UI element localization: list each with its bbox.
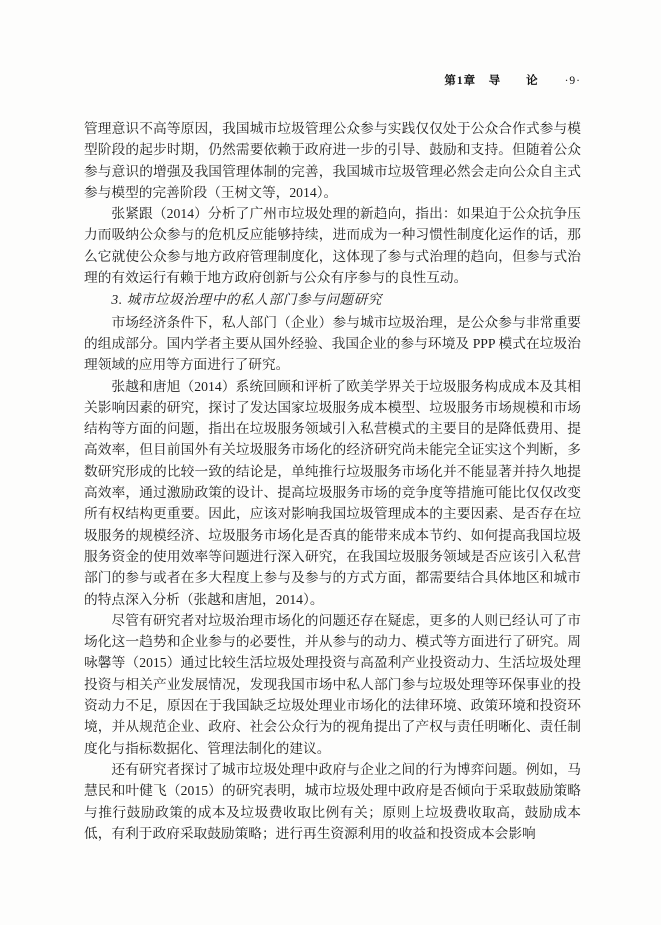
section-heading: 3. 城市垃圾治理中的私人部门参与问题研究 bbox=[111, 292, 382, 308]
paragraph-zhangyue-tangxu: 张越和唐旭（2014）系统回顾和评析了欧美学界关于垃圾服务构成成本及其相关影响因素的研究，探讨了发达国家垃圾服务成本模型、垃圾服务市场规模和市场结构等方面的问题，指出在垃圾服务领域引入私营模式的主要目的是降低费用、提高效率，但目前国外有关垃圾服务市场化的经济研究尚未能完全证实这个判断，多数研究形成的比较一致的结论是，单纯推行垃圾服务市场化并不能显著并持久地提高效率，通过激励政策的设计、提高垃圾服务市场的竞争度等措施可能比仅仅改变所有权结构更重要。因此，应该对影响我国垃圾管理成本的主要因素、是否存在垃圾服务的规模经济、垃圾服务市场化是否真的能带来成本节约、如何提高我国垃圾服务资金的使用效率等问题进行深入研究，在我国垃圾服务领域是否应该引入私营部门的参与或者在多大程度上参与及参与的方式方面，都需要结合具体地区和城市的特点深入分析（张越和唐旭，2014）。 bbox=[84, 378, 581, 607]
paragraph-zhangjingen: 张紧跟（2014）分析了广州市垃圾处理的新趋向，指出：如果迫于公众抗争压力而吸纳公众参与的危机反应能够持续，进而成为一种习惯性制度化运作的话，那么它就使公众参与地方政府管理制度化，这体现了参与式治理的趋向，但参与式治理的有效运行有赖于地方政府创新与公众有序参与的良性互动。 bbox=[84, 206, 581, 286]
document-body bbox=[84, 118, 581, 844]
running-head-chapter-title: 第1章 导 论 bbox=[444, 75, 539, 87]
paragraph-game-theory: 还有研究者探讨了城市垃圾处理中政府与企业之间的行为博弈问题。例如，马慧民和叶健飞（2015）的研究表明，城市垃圾处理中政府是否倾向于采取鼓励策略与推行鼓励政策的成本及垃圾费收取比例有关；原则上垃圾费收取高，鼓励成本低，有利于政府采取鼓励策略；进行再生资源利用的收益和投资成本会影响 bbox=[84, 761, 581, 841]
paragraph-zhouyongxin: 尽管有研究者对垃圾治理市场化的问题还存在疑虑，更多的人则已经认可了市场化这一趋势和企业参与的必要性，并从参与的动力、模式等方面进行了研究。周咏馨等（2015）通过比较生活垃圾处理投资与高盈利产业投资动力、生活垃圾处理投资与相关产业发展情况，发现我国市场中私人部门参与垃圾处理等环保事业的投资动力不足，原因在于我国缺乏垃圾处理业市场化的法律环境、政策环境和投资环境，并从规范企业、政府、社会公众行为的视角提出了产权与责任明晰化、责任制度化与指标数据化、管理法制化的建议。 bbox=[84, 612, 581, 756]
page-number: ·9· bbox=[564, 75, 581, 87]
paragraph-market-economy: 市场经济条件下，私人部门（企业）参与城市垃圾治理，是公众参与非常重要的组成部分。国内学者主要从国外经验、我国企业的参与环境及 PPP 模式在垃圾治理领域的应用等方面进行了研究。 bbox=[84, 314, 581, 373]
running-header bbox=[84, 72, 581, 88]
page-content bbox=[84, 72, 581, 844]
paragraph-continuation: 管理意识不高等原因，我国城市垃圾管理公众参与实践仅仅处于公众合作式参与模型阶段的起步时期，仍然需要依赖于政府进一步的引导、鼓励和支持。但随着公众参与意识的增强及我国管理体制的完善，我国城市垃圾管理必然会走向公众自主式参与模型的完善阶段（王树文等，2014）。 bbox=[84, 121, 581, 200]
